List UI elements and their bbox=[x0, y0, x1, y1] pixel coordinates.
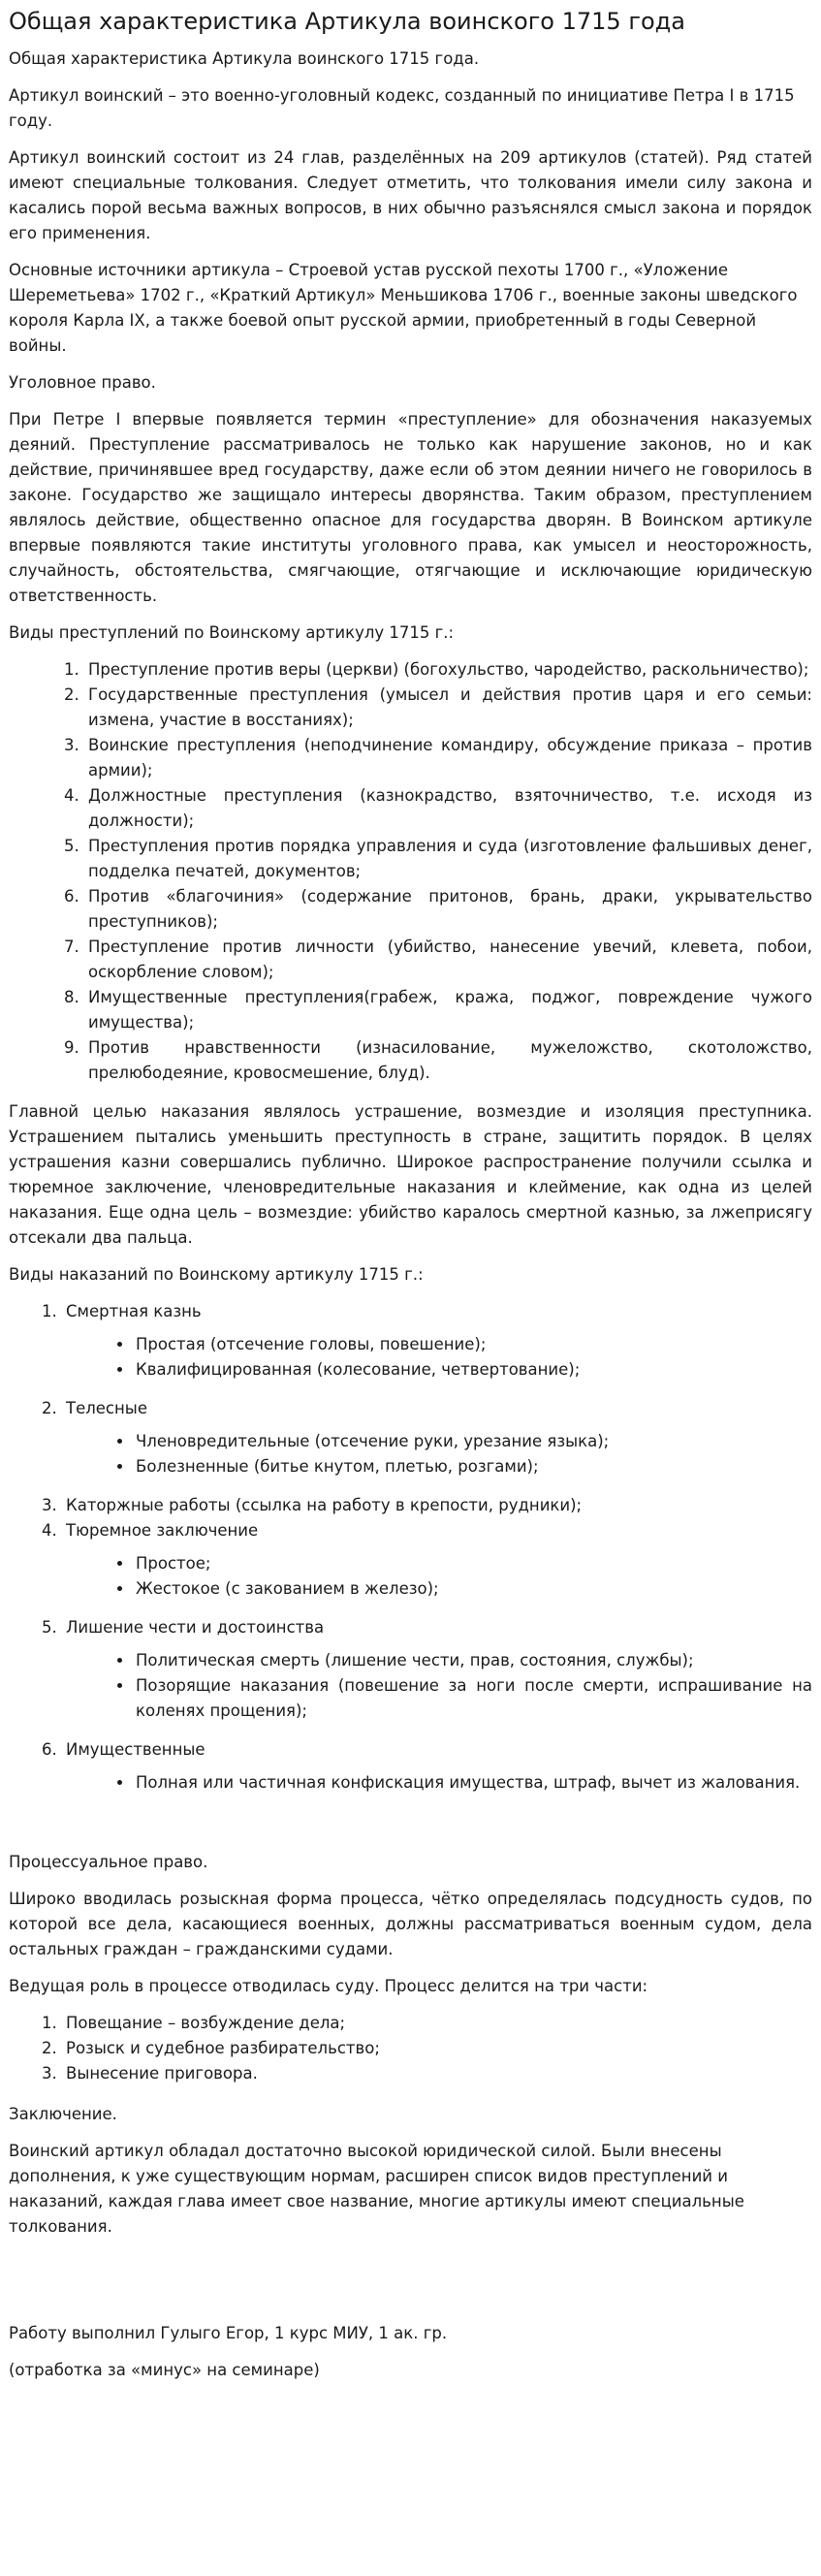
procedural-law-paragraph: Широко вводилась розыскная форма процесса, чётко определялась подсудность судов, по которой все дела, касающиеся военных, должны рассматриваться военным судом, дела остальных граждан – гражданскими судами. bbox=[9, 1890, 812, 1958]
page-title: Общая характеристика Артикула воинского 1715 года bbox=[9, 8, 685, 35]
list-item: 3. Вынесение приговора. bbox=[62, 2061, 812, 2086]
punishment-label: Лишение чести и достоинства bbox=[66, 1618, 325, 1637]
list-item: 4. Должностные преступления (казнокрадство, взяточничество, т.е. исходя из должности); bbox=[84, 783, 812, 834]
structure-paragraph: Артикул воинский состоит из 24 глав, разделённых на 209 артикулов (статей). Ряд статей имеют специальные толкования. Следует отметить, что толкования имели силу закона и касались порой весьма важных вопросов, в них обычно разъяснялся смысл закона и порядок его применения. bbox=[9, 148, 812, 242]
list-item: 5. Преступления против порядка управления и суда (изготовление фальшивых денег, подделка печатей, документов; bbox=[84, 834, 812, 884]
list-item: • Членовредительные (отсечение руки, урезание языка); bbox=[134, 1429, 812, 1454]
list-item: 7. Преступление против личности (убийство, нанесение увечий, клевета, побои, оскорбление словом); bbox=[84, 935, 812, 985]
punishment-label: Смертная казнь bbox=[66, 1302, 202, 1320]
punishment-type bbox=[62, 1299, 812, 1383]
punishment-label: Каторжные работы (ссылка на работу в крепости, рудники); bbox=[66, 1496, 583, 1514]
list-item: 1. Повещание – возбуждение дела; bbox=[62, 2011, 812, 2036]
sources-paragraph: Основные источники артикула – Строевой устав русской пехоты 1700 г., «Уложение Шереметьева» 1702 г., «Краткий Артикул» Меньшикова 1706 г., военные законы шведского короля Карла IX, а также боевой опыт русской армии, приобретенный в годы Северной войны. bbox=[9, 261, 798, 355]
subtitle-paragraph: Общая характеристика Артикула воинского 1715 года. bbox=[9, 49, 480, 68]
criminal-law-paragraph: При Петре I впервые появляется термин «преступление» для обозначения наказуемых деяний. Преступление рассматривалось не только как нарушение законов, но и как действие, причинявшее вред государству, даже если об этом деянии ничего не говорилось в законе. Государство же защищало интересы дворянства. Таким образом, преступлением являлось действие, общественно опасное для государства дворян. В Воинском артикуле впервые появляются такие институты уголовного права, как умысел и неосторожность, случайность, обстоятельства, смягчающие, отягчающие и исключающие юридическую ответственность. bbox=[9, 410, 812, 605]
punishment-label: Телесные bbox=[66, 1399, 147, 1417]
list-item: • Простое; bbox=[134, 1551, 812, 1576]
list-item: 1. Преступление против веры (церкви) (богохульство, чародейство, раскольничество); bbox=[84, 657, 812, 683]
list-item: 2. Розыск и судебное разбирательство; bbox=[62, 2036, 812, 2061]
punishment-label: Имущественные bbox=[66, 1740, 205, 1759]
spacer bbox=[9, 1809, 812, 1850]
punishment-type bbox=[62, 1518, 812, 1602]
process-parts-list bbox=[9, 2011, 812, 2086]
punishments-list bbox=[9, 1299, 812, 1796]
punishment-subitems bbox=[66, 1770, 812, 1796]
list-item: • Полная или частичная конфискация имущества, штраф, вычет из жалования. bbox=[134, 1770, 812, 1796]
conclusion-heading: Заключение. bbox=[9, 2105, 117, 2123]
list-item: 8. Имущественные преступления(грабеж, кража, поджог, повреждение чужого имущества); bbox=[84, 985, 812, 1035]
list-item: • Позорящие наказания (повешение за ноги после смерти, испрашивание на коленях прощения); bbox=[134, 1673, 812, 1724]
punishment-subitems bbox=[66, 1332, 812, 1383]
process-heading: Ведущая роль в процессе отводилась суду. Процесс делится на три части: bbox=[9, 1977, 648, 1995]
list-item: • Болезненные (битье кнутом, плетью, розгами); bbox=[134, 1454, 812, 1479]
criminal-law-heading: Уголовное право. bbox=[9, 373, 156, 392]
punishment-subitems bbox=[66, 1551, 812, 1602]
punishment-type bbox=[62, 1737, 812, 1796]
list-item: • Жестокое (с закованием в железо); bbox=[134, 1576, 812, 1602]
list-item: 2. Государственные преступления (умысел и действия против царя и его семьи: измена, участие в восстаниях); bbox=[84, 683, 812, 733]
list-item: 6. Против «благочиния» (содержание притонов, брань, драки, укрывательство преступников); bbox=[84, 884, 812, 935]
list-item: • Политическая смерть (лишение чести, прав, состояния, службы); bbox=[134, 1648, 812, 1673]
list-item: • Простая (отсечение головы, повешение); bbox=[134, 1332, 812, 1357]
punishment-type bbox=[62, 1493, 812, 1518]
punishments-heading: Виды наказаний по Воинскому артикулу 1715 г.: bbox=[9, 1265, 424, 1284]
conclusion-paragraph: Воинский артикул обладал достаточно высокой юридической силой. Были внесены дополнения, к уже существующим нормам, расширен список видов преступлений и наказаний, каждая глава имеет свое название, многие артикулы имеют специальные толкования. bbox=[9, 2142, 744, 2236]
punishment-type bbox=[62, 1396, 812, 1479]
punishment-subitems bbox=[66, 1648, 812, 1724]
punishment-type bbox=[62, 1615, 812, 1724]
list-item: 9. Против нравственности (изнасилование, мужеложство, скотоложство, прелюбодеяние, кровосмешение, блуд). bbox=[84, 1035, 812, 1086]
spacer bbox=[9, 2251, 812, 2321]
crimes-heading: Виды преступлений по Воинскому артикулу 1715 г.: bbox=[9, 623, 455, 642]
punishment-paragraph: Главной целью наказания являлось устрашение, возмездие и изоляция преступника. Устрашением пытались уменьшить преступность в стране, защитить порядок. В целях устрашения казни совершались публично. Широкое распространение получили ссылка и тюремное заключение, членовредительные наказания и клеймение, как одна из целей наказания. Еще одна цель – возмездие: убийство каралось смертной казнью, за лжеприсягу отсекали два пальца. bbox=[9, 1102, 812, 1247]
punishment-subitems bbox=[66, 1429, 812, 1479]
procedural-law-heading: Процессуальное право. bbox=[9, 1853, 208, 1871]
crimes-list bbox=[9, 657, 812, 1086]
author-line: Работу выполнил Гулыго Егор, 1 курс МИУ, 1 ак. гр. bbox=[9, 2324, 448, 2342]
list-item: 3. Воинские преступления (неподчинение командиру, обсуждение приказа – против армии); bbox=[84, 733, 812, 783]
author-note: (отработка за «минус» на семинаре) bbox=[9, 2361, 320, 2379]
punishment-label: Тюремное заключение bbox=[66, 1521, 259, 1540]
list-item: • Квалифицированная (колесование, четвертование); bbox=[134, 1357, 812, 1383]
intro-paragraph: Артикул воинский – это военно-уголовный кодекс, созданный по инициативе Петра I в 1715 году. bbox=[9, 86, 795, 130]
